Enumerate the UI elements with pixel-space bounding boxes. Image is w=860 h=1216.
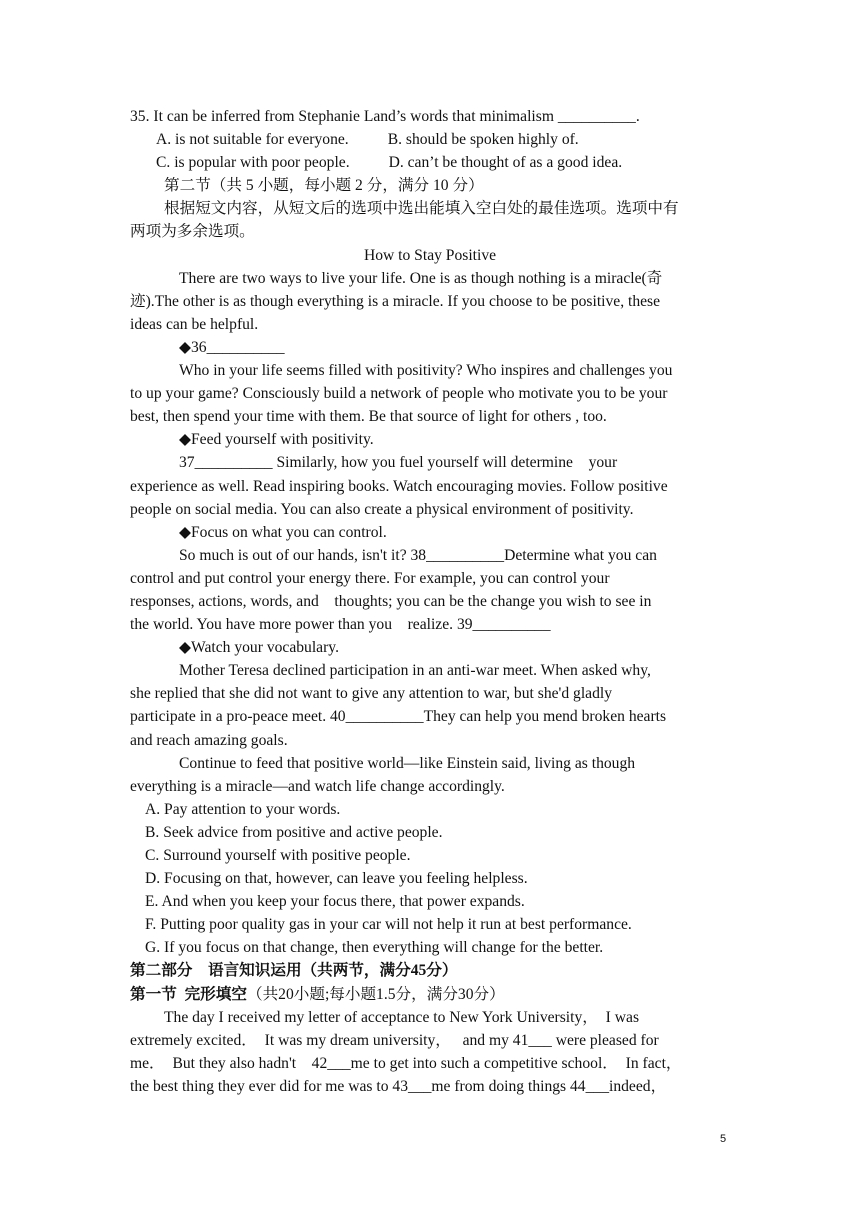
paragraph-1-line-3: best, then spend your time with them. Be that source of light for others , too. (130, 408, 607, 426)
section-2-instruction-cont: 两项为多余选项。 (130, 223, 255, 241)
part-2-section-1-header (130, 983, 730, 1006)
paragraph-4-line-3: participate in a pro-peace meet. 40__________They can help you mend broken hearts (130, 708, 667, 726)
paragraph-4-line-4: and reach amazing goals. (130, 731, 288, 749)
section-2-header: 第二节（共 5 小题，每小题 2 分，满分 10 分） (164, 177, 484, 195)
paragraph-4-line-1: Mother Teresa declined participation in an anti-war meet. When asked why, (179, 662, 651, 680)
page-number: 5 (720, 1133, 727, 1145)
passage-intro-line-2: 迹).The other is as though everything is a miracle. If you choose to be positive, these (130, 292, 661, 310)
question-35-options-cd: C. is popular with poor people. D. can’t be thought of as a good idea. (156, 154, 623, 172)
paragraph-2-line-3: people on social media. You can also create a physical environment of positivity. (130, 500, 634, 518)
passage-intro: There are two ways to live your life. One is as though nothing is a miracle(奇 (179, 269, 663, 287)
cloze-line-2: extremely excited． It was my dream university， and my 41___ were pleased for (130, 1031, 659, 1049)
option-g: G. If you focus on that change, then everything will change for the better. (145, 939, 604, 957)
option-f: F. Putting poor quality gas in your car will not help it run at best performance. (145, 916, 632, 934)
option-c: C. Surround yourself with positive people. (145, 847, 411, 864)
section-1-title: 第一节 完形填空 (130, 985, 247, 1003)
part-2-header: 第二部分 语言知识运用（共两节，满分45分） (130, 962, 458, 980)
paragraph-3-line-1: So much is out of our hands, isn't it? 38__________Determine what you can (179, 546, 657, 564)
passage-title: How to Stay Positive (363, 246, 497, 264)
paragraph-1-line-2: to up your game? Consciously build a network of people who motivate you to be your (130, 385, 668, 403)
paragraph-2-line-2: experience as well. Read inspiring books. Watch encouraging movies. Follow positive (130, 477, 668, 495)
option-b: B. Seek advice from positive and active people. (145, 823, 443, 841)
cloze-line-3: me． But they also hadn't 42___me to get into such a competitive school． In fact， (130, 1054, 682, 1072)
exam-page (130, 105, 730, 1098)
paragraph-3-line-2: control and put control your energy there. For example, you can control your (130, 569, 610, 587)
section-1-scoring: （共20小题;每小题1.5分，满分30分） (246, 985, 505, 1003)
option-d: D. Focusing on that, however, can leave you feeling helpless. (145, 870, 528, 888)
passage-intro-line-3: ideas can be helpful. (130, 315, 259, 333)
paragraph-1-line-1: Who in your life seems filled with positivity? Who inspires and challenges you (179, 362, 673, 380)
question-35-stem: 35. It can be inferred from Stephanie Land’s words that minimalism __________. (130, 108, 640, 125)
paragraph-4-line-2: she replied that she did not want to give any attention to war, but she'd gladly (130, 685, 613, 703)
paragraph-3-line-4: the world. You have more power than you realize. 39__________ (130, 616, 551, 634)
paragraph-3-line-3: responses, actions, words, and thoughts; you can be the change you wish to see in (130, 592, 652, 610)
cloze-line-1: The day I received my letter of acceptance to New York University， I was (164, 1008, 640, 1026)
option-e: E. And when you keep your focus there, that power expands. (145, 893, 525, 911)
paragraph-5-line-1: Continue to feed that positive world—like Einstein said, living as though (179, 754, 636, 772)
heading-36: ◆36__________ (179, 338, 285, 356)
cloze-line-4: the best thing they ever did for me was to 43___me from doing things 44___indeed， (130, 1077, 667, 1095)
heading-watch: ◆Watch your vocabulary. (179, 639, 339, 657)
option-a: A. Pay attention to your words. (145, 800, 341, 818)
section-2-instruction: 根据短文内容，从短文后的选项中选出能填入空白处的最佳选项。选项中有 (164, 200, 679, 218)
paragraph-2-line-1: 37__________ Similarly, how you fuel yourself will determine your (179, 454, 618, 472)
heading-focus: ◆Focus on what you can control. (179, 523, 387, 541)
heading-feed: ◆Feed yourself with positivity. (179, 431, 374, 449)
question-35-options-ab: A. is not suitable for everyone. B. should be spoken highly of. (156, 131, 579, 149)
paragraph-5-line-2: everything is a miracle—and watch life change accordingly. (130, 777, 505, 795)
